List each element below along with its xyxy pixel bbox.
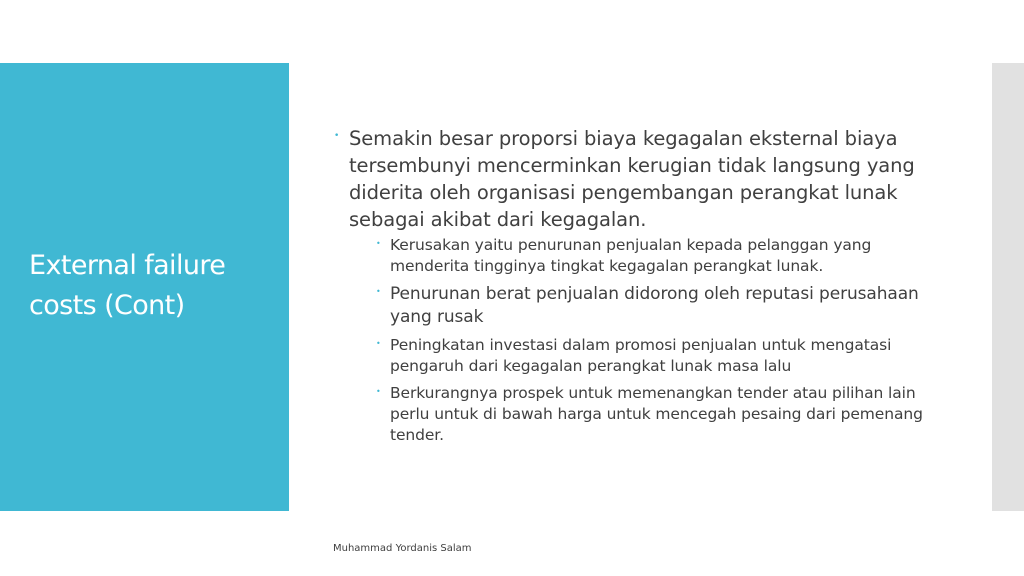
sub-bullet: [375, 335, 943, 377]
sub-bullet-text: Kerusakan yaitu penurunan penjualan kepada pelanggan yang menderita tingginya tingkat kegagalan perangkat lunak.: [390, 236, 872, 275]
bullet-icon: •: [376, 287, 381, 296]
right-side-strip: [992, 63, 1024, 511]
sub-bullet: [375, 383, 943, 446]
bullet-icon: •: [376, 339, 381, 348]
bullet-icon: •: [376, 239, 381, 248]
sub-bullet-list: [333, 235, 943, 446]
main-bullet: [333, 125, 943, 233]
slide-footer: Muhammad Yordanis Salam: [333, 543, 472, 554]
sub-bullet: [375, 283, 943, 329]
sub-bullet-text: Peningkatan investasi dalam promosi penjualan untuk mengatasi pengaruh dari kegagalan perangkat lunak masa lalu: [390, 336, 892, 375]
main-bullet-text: Semakin besar proporsi biaya kegagalan eksternal biaya tersembunyi mencerminkan kerugian tidak langsung yang diderita oleh organisasi pengembangan perangkat lunak sebagai akibat dari kegagalan.: [349, 127, 915, 231]
slide-content: [333, 125, 943, 452]
sub-bullet: [375, 235, 943, 277]
sub-bullet-text: Penurunan berat penjualan didorong oleh reputasi perusahaan yang rusak: [390, 284, 919, 327]
bullet-icon: •: [334, 131, 340, 141]
sub-bullet-text: Berkurangnya prospek untuk memenangkan tender atau pilihan lain perlu untuk di bawah harga untuk mencegah pesaing dari pemenang tender.: [390, 384, 923, 444]
bullet-icon: •: [376, 387, 381, 396]
slide-title: External failure costs (Cont): [29, 250, 226, 321]
